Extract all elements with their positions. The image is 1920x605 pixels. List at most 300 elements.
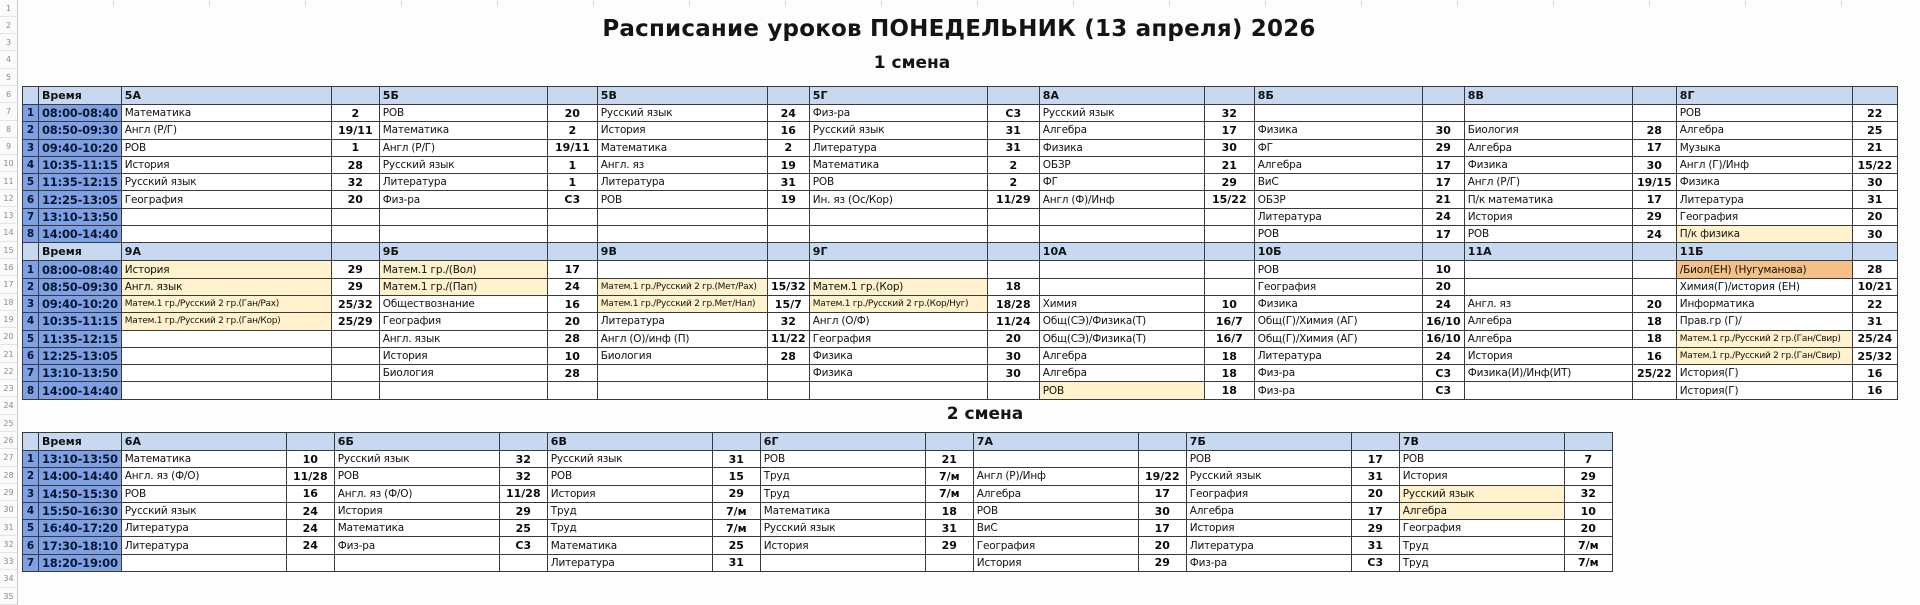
subject-cell[interactable]: История — [1464, 208, 1632, 225]
row-number[interactable]: 22 — [0, 363, 17, 380]
room-cell[interactable]: 1 — [547, 174, 597, 191]
room-cell[interactable]: 30 — [987, 347, 1039, 364]
room-cell[interactable]: 21 — [1204, 156, 1254, 173]
class-header[interactable]: 10Б — [1254, 243, 1422, 261]
subject-cell[interactable]: Алгебра — [973, 485, 1138, 502]
subject-cell[interactable]: Обществознание — [379, 295, 547, 312]
room-cell[interactable]: 29 — [1564, 468, 1612, 485]
room-cell[interactable]: 10 — [1422, 261, 1464, 278]
lesson-number-cell[interactable]: 7 — [23, 554, 39, 571]
room-cell[interactable]: 31 — [1852, 191, 1897, 208]
room-cell[interactable]: 16 — [547, 295, 597, 312]
subject-cell[interactable]: География — [379, 313, 547, 330]
subject-cell[interactable]: Биология — [597, 347, 767, 364]
lesson-number-cell[interactable]: 2 — [23, 122, 39, 139]
subject-cell[interactable]: Труд — [1399, 554, 1564, 571]
subject-cell[interactable]: ФГ — [1254, 139, 1422, 156]
class-header[interactable]: 9Г — [809, 243, 987, 261]
subject-cell[interactable]: ВиС — [973, 520, 1138, 537]
subject-cell[interactable] — [121, 208, 331, 225]
subject-cell[interactable]: Алгебра — [1186, 502, 1351, 519]
room-cell[interactable] — [987, 208, 1039, 225]
room-header[interactable] — [925, 433, 973, 451]
room-cell[interactable] — [547, 226, 597, 243]
subject-cell[interactable]: История — [121, 156, 331, 173]
class-header[interactable]: 8В — [1464, 87, 1632, 105]
room-cell[interactable]: 30 — [1852, 174, 1897, 191]
corner-cell[interactable] — [23, 433, 39, 451]
lesson-number-cell[interactable]: 6 — [23, 191, 39, 208]
room-cell[interactable]: 19 — [767, 156, 809, 173]
subject-cell[interactable]: Труд — [547, 520, 712, 537]
row-number[interactable]: 3 — [0, 34, 17, 51]
subject-cell[interactable]: История — [973, 554, 1138, 571]
room-cell[interactable]: 17 — [1632, 139, 1676, 156]
row-number[interactable]: 26 — [0, 432, 17, 449]
subject-cell[interactable]: Русский язык — [1039, 105, 1204, 122]
room-cell[interactable]: 21 — [1422, 191, 1464, 208]
time-cell[interactable]: 10:35-11:15 — [39, 156, 122, 173]
room-cell[interactable]: 22 — [1852, 105, 1897, 122]
time-cell[interactable]: 08:00-08:40 — [39, 105, 122, 122]
row-number[interactable]: 27 — [0, 449, 17, 466]
room-header[interactable] — [987, 87, 1039, 105]
room-cell[interactable]: 2 — [331, 105, 379, 122]
time-cell[interactable]: 14:50-15:30 — [39, 485, 122, 502]
subject-cell[interactable]: Англ. язык — [121, 278, 331, 295]
subject-cell[interactable]: Физика — [809, 347, 987, 364]
subject-cell[interactable]: Литература — [1254, 208, 1422, 225]
subject-cell[interactable]: География — [121, 191, 331, 208]
subject-cell[interactable]: П/к математика — [1464, 191, 1632, 208]
lesson-number-cell[interactable]: 1 — [23, 105, 39, 122]
class-header[interactable]: 9В — [597, 243, 767, 261]
time-cell[interactable]: 14:00-14:40 — [39, 382, 122, 399]
room-cell[interactable]: 17 — [1422, 174, 1464, 191]
room-cell[interactable]: С3 — [1422, 382, 1464, 399]
subject-cell[interactable]: Литература — [1186, 537, 1351, 554]
room-cell[interactable] — [987, 226, 1039, 243]
lesson-number-cell[interactable]: 8 — [23, 226, 39, 243]
room-cell[interactable]: 18/28 — [987, 295, 1039, 312]
subject-cell[interactable]: Труд — [760, 485, 925, 502]
subject-cell[interactable]: История — [121, 261, 331, 278]
room-cell[interactable]: 1 — [331, 139, 379, 156]
subject-cell[interactable]: Англ (Ф)/Инф — [1039, 191, 1204, 208]
subject-cell[interactable]: Общ(СЭ)/Физика(Т) — [1039, 330, 1204, 347]
room-cell[interactable]: 28 — [767, 347, 809, 364]
room-cell[interactable]: 17 — [1422, 226, 1464, 243]
subject-cell[interactable]: Англ (Г)/Инф — [1676, 156, 1852, 173]
subject-cell[interactable] — [597, 365, 767, 382]
room-cell[interactable]: 10 — [547, 347, 597, 364]
time-header[interactable]: Время — [39, 87, 122, 105]
room-cell[interactable]: 30 — [1422, 122, 1464, 139]
room-cell[interactable]: 30 — [1852, 226, 1897, 243]
subject-cell[interactable]: География — [1254, 278, 1422, 295]
time-cell[interactable]: 12:25-13:05 — [39, 191, 122, 208]
room-cell[interactable]: 31 — [1852, 313, 1897, 330]
lesson-number-cell[interactable]: 4 — [23, 156, 39, 173]
lesson-number-cell[interactable]: 3 — [23, 485, 39, 502]
subject-cell[interactable]: Алгебра — [1039, 365, 1204, 382]
subject-cell[interactable]: РОВ — [1676, 105, 1852, 122]
subject-cell[interactable]: Матем.1 гр./(Вол) — [379, 261, 547, 278]
room-cell[interactable]: 11/29 — [987, 191, 1039, 208]
room-cell[interactable]: 15/7 — [767, 295, 809, 312]
subject-cell[interactable] — [597, 261, 767, 278]
row-number[interactable]: 30 — [0, 501, 17, 518]
room-cell[interactable]: 17 — [1351, 502, 1399, 519]
row-number[interactable]: 23 — [0, 380, 17, 397]
class-header[interactable]: 6А — [121, 433, 286, 451]
subject-cell[interactable]: Литература — [121, 520, 286, 537]
time-header[interactable]: Время — [39, 243, 122, 261]
room-cell[interactable]: С3 — [987, 105, 1039, 122]
room-cell[interactable]: 20 — [1852, 208, 1897, 225]
lesson-number-cell[interactable]: 3 — [23, 139, 39, 156]
subject-cell[interactable]: Англ (Р/Г) — [379, 139, 547, 156]
lesson-number-cell[interactable]: 1 — [23, 451, 39, 468]
corner-cell[interactable] — [23, 87, 39, 105]
room-cell[interactable]: 25/32 — [1852, 347, 1897, 364]
room-cell[interactable]: 17 — [1138, 485, 1186, 502]
subject-cell[interactable]: Англ (Р/Г) — [1464, 174, 1632, 191]
subject-cell[interactable]: История — [547, 485, 712, 502]
time-cell[interactable]: 08:50-09:30 — [39, 122, 122, 139]
room-cell[interactable]: 17 — [1204, 122, 1254, 139]
room-header[interactable] — [767, 87, 809, 105]
subject-cell[interactable]: История(Г) — [1676, 365, 1852, 382]
room-cell[interactable]: 19/11 — [547, 139, 597, 156]
subject-cell[interactable]: Англ (О/Ф) — [809, 313, 987, 330]
lesson-number-cell[interactable]: 2 — [23, 468, 39, 485]
room-cell[interactable]: 16/10 — [1422, 313, 1464, 330]
subject-cell[interactable] — [809, 382, 987, 399]
subject-cell[interactable]: Алгебра — [1464, 330, 1632, 347]
room-cell[interactable]: 29 — [1138, 554, 1186, 571]
row-number[interactable]: 14 — [0, 224, 17, 241]
subject-cell[interactable]: Англ. яз — [597, 156, 767, 173]
lesson-number-cell[interactable]: 8 — [23, 382, 39, 399]
room-cell[interactable]: 11/22 — [767, 330, 809, 347]
class-header[interactable]: 6Г — [760, 433, 925, 451]
room-cell[interactable]: 18 — [987, 278, 1039, 295]
subject-cell[interactable] — [379, 382, 547, 399]
time-cell[interactable]: 08:00-08:40 — [39, 261, 122, 278]
subject-cell[interactable]: РОВ — [1464, 226, 1632, 243]
room-header[interactable] — [547, 87, 597, 105]
subject-cell[interactable]: Литература — [809, 139, 987, 156]
room-header[interactable] — [499, 433, 547, 451]
room-cell[interactable]: 29 — [1351, 520, 1399, 537]
room-cell[interactable]: 32 — [1564, 485, 1612, 502]
subject-cell[interactable]: Русский язык — [1399, 485, 1564, 502]
subject-cell[interactable]: Матем.1 гр./Русский 2 гр.(Ган/Рах) — [121, 295, 331, 312]
lesson-number-cell[interactable]: 2 — [23, 278, 39, 295]
room-cell[interactable]: 15/22 — [1204, 191, 1254, 208]
lesson-number-cell[interactable]: 4 — [23, 313, 39, 330]
subject-cell[interactable] — [1464, 382, 1632, 399]
room-header[interactable] — [987, 243, 1039, 261]
room-cell[interactable]: 21 — [925, 451, 973, 468]
subject-cell[interactable]: РОВ — [1254, 261, 1422, 278]
row-number[interactable]: 25 — [0, 415, 17, 432]
room-cell[interactable]: 20 — [1422, 278, 1464, 295]
time-cell[interactable]: 13:10-13:50 — [39, 365, 122, 382]
room-cell[interactable]: 7/м — [925, 485, 973, 502]
subject-cell[interactable]: Алгебра — [1399, 502, 1564, 519]
room-cell[interactable] — [1632, 278, 1676, 295]
room-cell[interactable]: 28 — [547, 365, 597, 382]
class-header[interactable]: 6Б — [334, 433, 499, 451]
room-header[interactable] — [331, 87, 379, 105]
subject-cell[interactable]: РОВ — [809, 174, 987, 191]
subject-cell[interactable]: Труд — [547, 502, 712, 519]
room-cell[interactable]: 7/м — [1564, 537, 1612, 554]
room-cell[interactable]: 18 — [1204, 382, 1254, 399]
subject-cell[interactable]: Математика — [547, 537, 712, 554]
subject-cell[interactable]: Литература — [1676, 191, 1852, 208]
time-cell[interactable]: 14:00-14:40 — [39, 468, 122, 485]
subject-cell[interactable]: Химия — [1039, 295, 1204, 312]
subject-cell[interactable]: Математика — [760, 502, 925, 519]
subject-cell[interactable] — [1254, 105, 1422, 122]
subject-cell[interactable]: Математика — [334, 520, 499, 537]
subject-cell[interactable]: Русский язык — [597, 105, 767, 122]
room-cell[interactable] — [499, 554, 547, 571]
subject-cell[interactable]: РОВ — [121, 139, 331, 156]
subject-cell[interactable] — [1464, 261, 1632, 278]
subject-cell[interactable]: РОВ — [1039, 382, 1204, 399]
room-cell[interactable] — [1204, 226, 1254, 243]
room-cell[interactable]: 24 — [767, 105, 809, 122]
subject-cell[interactable]: Англ (О)/инф (П) — [597, 330, 767, 347]
subject-cell[interactable]: РОВ — [1186, 451, 1351, 468]
subject-cell[interactable]: РОВ — [547, 468, 712, 485]
subject-cell[interactable]: Литература — [597, 313, 767, 330]
subject-cell[interactable]: Русский язык — [379, 156, 547, 173]
subject-cell[interactable] — [121, 554, 286, 571]
room-cell[interactable]: 16/10 — [1422, 330, 1464, 347]
subject-cell[interactable]: Физика — [1676, 174, 1852, 191]
room-cell[interactable]: 7/м — [712, 502, 760, 519]
time-cell[interactable]: 12:25-13:05 — [39, 347, 122, 364]
subject-cell[interactable]: Англ. яз (Ф/О) — [121, 468, 286, 485]
lesson-number-cell[interactable]: 7 — [23, 365, 39, 382]
subject-cell[interactable]: РОВ — [121, 485, 286, 502]
room-cell[interactable]: 7/м — [1564, 554, 1612, 571]
room-cell[interactable]: 25/24 — [1852, 330, 1897, 347]
lesson-number-cell[interactable]: 6 — [23, 537, 39, 554]
subject-cell[interactable]: Англ. язык — [379, 330, 547, 347]
subject-cell[interactable]: Матем.1 гр./Русский 2 гр.(Ган/Кор) — [121, 313, 331, 330]
room-cell[interactable]: 31 — [712, 451, 760, 468]
subject-cell[interactable]: История(Г) — [1676, 382, 1852, 399]
subject-cell[interactable]: Ин. яз (Ос/Кор) — [809, 191, 987, 208]
room-cell[interactable]: 29 — [712, 485, 760, 502]
row-number[interactable]: 18 — [0, 294, 17, 311]
room-cell[interactable]: 11/24 — [987, 313, 1039, 330]
subject-cell[interactable]: Физ-ра — [1254, 382, 1422, 399]
subject-cell[interactable]: Алгебра — [1676, 122, 1852, 139]
subject-cell[interactable]: РОВ — [379, 105, 547, 122]
room-cell[interactable]: 20 — [1632, 295, 1676, 312]
room-cell[interactable] — [767, 208, 809, 225]
lesson-number-cell[interactable]: 5 — [23, 174, 39, 191]
room-cell[interactable] — [987, 261, 1039, 278]
subject-cell[interactable]: ОБЗР — [1039, 156, 1204, 173]
room-cell[interactable]: 24 — [286, 537, 334, 554]
subject-cell[interactable]: Математика — [121, 105, 331, 122]
subject-cell[interactable]: Алгебра — [1039, 347, 1204, 364]
room-header[interactable] — [286, 433, 334, 451]
row-number[interactable]: 16 — [0, 259, 17, 276]
room-cell[interactable] — [1632, 261, 1676, 278]
class-header[interactable]: 6В — [547, 433, 712, 451]
subject-cell[interactable]: География — [1676, 208, 1852, 225]
room-cell[interactable]: 11/28 — [286, 468, 334, 485]
room-cell[interactable]: 24 — [286, 502, 334, 519]
room-cell[interactable]: 29 — [1632, 208, 1676, 225]
subject-cell[interactable] — [809, 261, 987, 278]
subject-cell[interactable]: Русский язык — [121, 174, 331, 191]
subject-cell[interactable] — [379, 226, 547, 243]
room-cell[interactable]: 24 — [547, 278, 597, 295]
subject-cell[interactable]: Общ(СЭ)/Физика(Т) — [1039, 313, 1204, 330]
room-cell[interactable]: 28 — [1632, 122, 1676, 139]
room-cell[interactable] — [1138, 451, 1186, 468]
time-cell[interactable]: 14:00-14:40 — [39, 226, 122, 243]
subject-cell[interactable]: Матем.1 гр./Русский 2 гр.(Кор/Нуг) — [809, 295, 987, 312]
subject-cell[interactable]: География — [1186, 485, 1351, 502]
subject-cell[interactable]: Математика — [809, 156, 987, 173]
room-cell[interactable]: С3 — [547, 191, 597, 208]
room-cell[interactable]: 2 — [767, 139, 809, 156]
subject-cell[interactable]: Англ. яз — [1464, 295, 1632, 312]
lesson-number-cell[interactable]: 6 — [23, 347, 39, 364]
room-cell[interactable] — [767, 365, 809, 382]
room-cell[interactable]: 2 — [987, 174, 1039, 191]
time-cell[interactable]: 18:20-19:00 — [39, 554, 122, 571]
room-cell[interactable] — [1204, 278, 1254, 295]
room-header[interactable] — [1138, 433, 1186, 451]
subject-cell[interactable]: История — [334, 502, 499, 519]
room-cell[interactable]: 7/м — [925, 468, 973, 485]
room-cell[interactable]: 29 — [499, 502, 547, 519]
room-cell[interactable] — [1204, 261, 1254, 278]
room-cell[interactable] — [547, 382, 597, 399]
subject-cell[interactable]: Физ-ра — [809, 105, 987, 122]
row-number[interactable]: 20 — [0, 328, 17, 345]
subject-cell[interactable]: Алгебра — [1464, 313, 1632, 330]
room-cell[interactable]: 28 — [547, 330, 597, 347]
room-header[interactable] — [1632, 243, 1676, 261]
row-number[interactable]: 21 — [0, 346, 17, 363]
room-cell[interactable]: 24 — [1422, 295, 1464, 312]
room-cell[interactable]: 30 — [1204, 139, 1254, 156]
room-cell[interactable]: 30 — [1632, 156, 1676, 173]
room-cell[interactable]: 20 — [1138, 537, 1186, 554]
row-number[interactable]: 13 — [0, 207, 17, 224]
room-header[interactable] — [1564, 433, 1612, 451]
subject-cell[interactable]: Физ-ра — [1186, 554, 1351, 571]
room-header[interactable] — [1204, 243, 1254, 261]
room-cell[interactable]: 31 — [712, 554, 760, 571]
room-cell[interactable] — [925, 554, 973, 571]
subject-cell[interactable] — [597, 208, 767, 225]
subject-cell[interactable]: Физика — [1464, 156, 1632, 173]
room-cell[interactable]: 21 — [1852, 139, 1897, 156]
subject-cell[interactable]: История — [760, 537, 925, 554]
subject-cell[interactable] — [809, 208, 987, 225]
time-cell[interactable]: 08:50-09:30 — [39, 278, 122, 295]
room-cell[interactable]: 31 — [767, 174, 809, 191]
room-cell[interactable] — [547, 208, 597, 225]
row-number[interactable]: 10 — [0, 155, 17, 172]
time-cell[interactable]: 11:35-12:15 — [39, 330, 122, 347]
subject-cell[interactable]: Русский язык — [121, 502, 286, 519]
room-cell[interactable]: 10 — [286, 451, 334, 468]
room-cell[interactable]: 19/15 — [1632, 174, 1676, 191]
subject-cell[interactable] — [334, 554, 499, 571]
subject-cell[interactable]: Общ(Г)/Химия (АГ) — [1254, 313, 1422, 330]
room-cell[interactable]: С3 — [1351, 554, 1399, 571]
room-cell[interactable] — [1204, 208, 1254, 225]
room-cell[interactable]: 15 — [712, 468, 760, 485]
room-cell[interactable]: 19 — [767, 191, 809, 208]
room-cell[interactable]: 31 — [987, 139, 1039, 156]
subject-cell[interactable]: Физ-ра — [334, 537, 499, 554]
row-number[interactable]: 29 — [0, 484, 17, 501]
lesson-number-cell[interactable]: 3 — [23, 295, 39, 312]
time-cell[interactable]: 10:35-11:15 — [39, 313, 122, 330]
time-cell[interactable]: 16:40-17:20 — [39, 520, 122, 537]
subject-cell[interactable] — [1464, 278, 1632, 295]
row-number[interactable]: 28 — [0, 467, 17, 484]
room-cell[interactable]: 25/29 — [331, 313, 379, 330]
subject-cell[interactable] — [121, 226, 331, 243]
subject-cell[interactable]: Общ(Г)/Химия (АГ) — [1254, 330, 1422, 347]
subject-cell[interactable]: Матем.1 гр.(Кор) — [809, 278, 987, 295]
room-cell[interactable]: 20 — [1564, 520, 1612, 537]
subject-cell[interactable]: История — [597, 122, 767, 139]
room-cell[interactable]: 20 — [547, 105, 597, 122]
room-header[interactable] — [331, 243, 379, 261]
row-number[interactable]: 34 — [0, 570, 17, 587]
subject-cell[interactable]: Литература — [1254, 347, 1422, 364]
room-cell[interactable]: 16/7 — [1204, 330, 1254, 347]
room-header[interactable] — [547, 243, 597, 261]
subject-cell[interactable]: Физ-ра — [1254, 365, 1422, 382]
room-cell[interactable]: 24 — [1422, 347, 1464, 364]
room-cell[interactable]: 15/32 — [767, 278, 809, 295]
room-cell[interactable]: 25/22 — [1632, 365, 1676, 382]
subject-cell[interactable]: Алгебра — [1254, 156, 1422, 173]
room-cell[interactable]: 18 — [925, 502, 973, 519]
class-header[interactable]: 7В — [1399, 433, 1564, 451]
subject-cell[interactable]: История — [1464, 347, 1632, 364]
subject-cell[interactable]: Русский язык — [1186, 468, 1351, 485]
class-header[interactable]: 5Г — [809, 87, 987, 105]
room-cell[interactable]: 20 — [547, 313, 597, 330]
subject-cell[interactable]: Русский язык — [809, 122, 987, 139]
subject-cell[interactable] — [121, 365, 331, 382]
time-cell[interactable]: 13:10-13:50 — [39, 451, 122, 468]
subject-cell[interactable] — [973, 451, 1138, 468]
room-cell[interactable]: 16 — [286, 485, 334, 502]
subject-cell[interactable]: География — [973, 537, 1138, 554]
